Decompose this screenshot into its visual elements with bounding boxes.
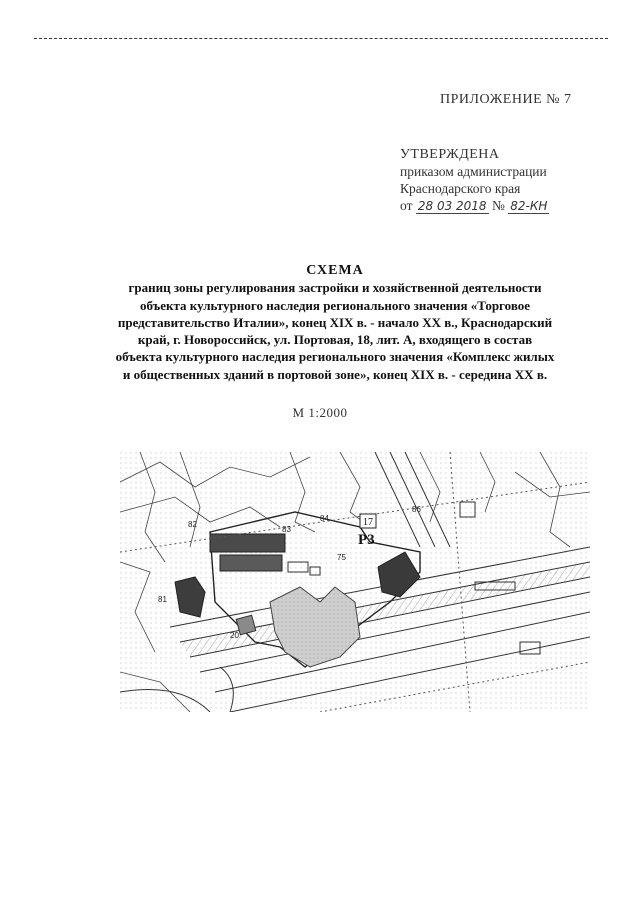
approval-date-line (400, 197, 620, 215)
parcel-label-75: 75 (337, 553, 346, 562)
schema-heading: СХЕМА (306, 263, 364, 278)
header-rule (34, 38, 608, 39)
document-title (80, 262, 590, 383)
parcel-label-86: 86 (412, 505, 421, 514)
map-scale: М 1:2000 (292, 405, 348, 420)
zone-number: 17 (363, 517, 373, 528)
title-line-3: представительство Италии», конец XIX в. - начало XX в., Краснодарский (117, 314, 553, 330)
title-line-5: объекта культурного наследия регионального значения «Комплекс жилых (115, 349, 555, 365)
date-prefix: от (400, 198, 413, 213)
approval-line-2: Краснодарского края (400, 181, 521, 196)
parcel-label-81: 81 (158, 595, 167, 604)
title-line-2: объекта культурного наследия регионального значения «Торговое (139, 297, 531, 313)
approval-block (400, 146, 620, 215)
title-line-6: и общественных зданий в портовой зоне», конец XIX в. - середина XX в. (122, 366, 548, 382)
approval-line-1: приказом администрации (400, 164, 547, 179)
handwritten-date: 28 03 2018 (417, 199, 487, 213)
number-prefix: № (491, 198, 505, 213)
site-map-drawing (120, 452, 590, 712)
approval-heading: УТВЕРЖДЕНА (400, 147, 500, 162)
appendix-label: ПРИЛОЖЕНИЕ № 7 (440, 92, 572, 107)
parcel-label-84: 84 (320, 514, 329, 523)
title-line-4: край, г. Новороссийск, ул. Портовая, 18, лит. А, входящего в состав (137, 332, 533, 348)
parcel-label-82: 82 (188, 520, 197, 529)
zone-code: Р3 (358, 532, 375, 548)
title-line-1: границ зоны регулирования застройки и хозяйственной деятельности (128, 280, 542, 296)
handwritten-number: 82-КН (510, 199, 548, 213)
building-81a (220, 555, 282, 571)
parcel-label-20: 20 (230, 631, 239, 640)
parcel-label-83: 83 (282, 525, 291, 534)
building-20 (236, 615, 256, 635)
site-map (120, 452, 590, 712)
building-83 (210, 534, 285, 552)
